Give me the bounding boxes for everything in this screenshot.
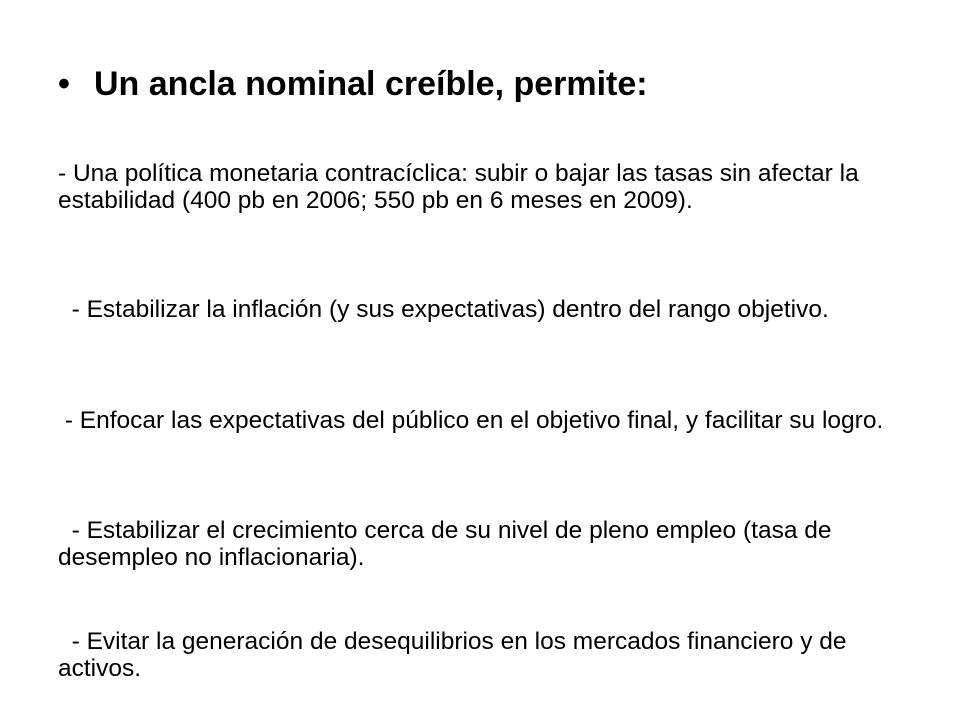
list-item-inflation: - Estabilizar la inflación (y sus expectativas) dentro del rango objetivo.	[58, 296, 829, 323]
bullet-icon: •	[58, 65, 70, 104]
title-row	[58, 64, 648, 105]
list-item-growth: - Estabilizar el crecimiento cerca de su nivel de pleno empleo (tasa de desempleo no inflacionaria).	[58, 517, 839, 571]
list-item-expectations: - Enfocar las expectativas del público en el objetivo final, y facilitar su logro.	[58, 407, 884, 434]
slide-title: Un ancla nominal creíble, permite:	[94, 65, 648, 103]
list-item-policy: - Una política monetaria contracíclica: subir o bajar las tasas sin afectar la estabilidad (400 pb en 2006; 550 pb en 6 meses en 2009).	[58, 160, 866, 214]
list-item-imbalances: - Evitar la generación de desequilibrios en los mercados financiero y de activos.	[58, 628, 854, 682]
